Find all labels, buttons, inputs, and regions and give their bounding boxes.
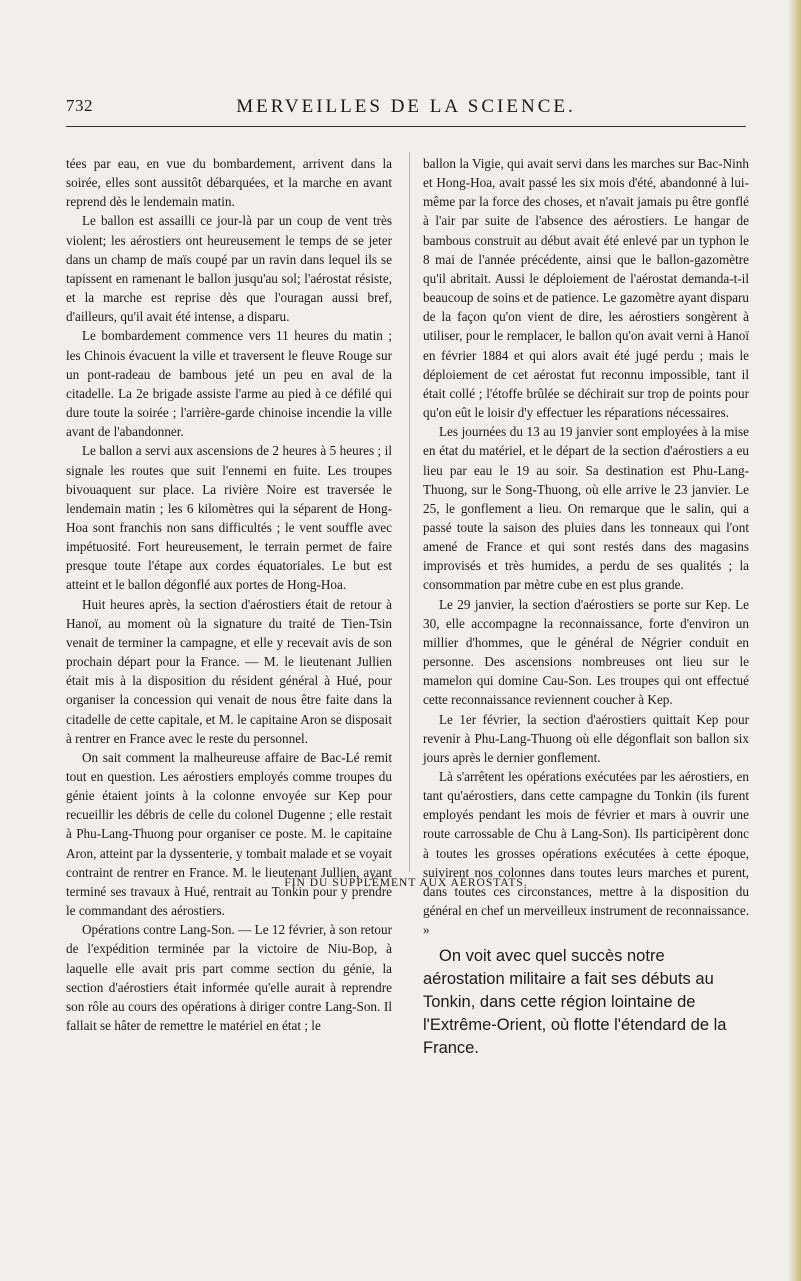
paragraph: Opérations contre Lang-Son. — Le 12 février, à son retour de l'expédition terminée par la victoire de Niu-Bop, à laquelle elle avait pris part comme section du génie, la section d'aérostiers était informée qu'elle aurait à reprendre son rôle au cours des opérations à diriger contre Lang-Son. Il fallait se hâter de remettre le matériel en état ; le bbox=[66, 922, 392, 1034]
paragraph: Le 1er février, la section d'aérostiers quittait Kep pour revenir à Phu-Lang-Thuong où elle dégonflait son ballon six jours après le dernier gonflement. bbox=[423, 711, 749, 765]
paragraph: Le bombardement commence vers 11 heures du matin ; les Chinois évacuent la ville et traversent le fleuve Rouge sur un pont-radeau de bambous jeté un peu en aval de la citadelle. La 2e brigade assiste l'arme au pied à ce défilé qui dure toute la soirée ; l'arrière-garde chinoise incendie la ville avant de l'abandonner. bbox=[66, 328, 392, 440]
page-number: 732 bbox=[66, 96, 93, 115]
column-divider bbox=[409, 152, 410, 872]
running-title: MERVEILLES DE LA SCIENCE. bbox=[236, 96, 576, 117]
right-column bbox=[423, 154, 749, 1060]
paragraph: On sait comment la malheureuse affaire de Bac-Lé remit tout en question. Les aérostiers employés comme troupes du génie étaient joints à la colonne envoyée sur Kep pour recueillir les débris de celle du colonel Dugenne ; elle restait à Phu-Lang-Thuong pour organiser ce poste. M. le capitaine Aron, atteint par la dyssenterie, y tombait malade et se voyait contraint de rentrer en France. M. le lieutenant Jullien, ayant terminé ses travaux à Hué, rentrait au Tonkin pour y prendre le commandant des aérostiers. bbox=[66, 749, 392, 919]
page-footer: FIN DU SUPPLÉMENT AUX AÉROSTATS. bbox=[284, 877, 528, 889]
paragraph: ballon la Vigie, qui avait servi dans les marches sur Bac-Ninh et Hong-Hoa, avait passé les six mois d'été, abandonné à lui-même par la force des choses, et n'avait jamais pu être gonflé à l'air par suite de l'absence des aérostiers. Le hangar de bambous construit au début avait été enlevé par un typhon le 8 mai de l'année précédente, ainsi que le ballon-gazomètre qu'il abritait. Aussi le déploiement de l'aérostat demanda-t-il beaucoup de soins et de patience. Le gazomètre ayant disparu de la façon qu'on vient de dire, les aérostiers songèrent à utiliser, pour le remplacer, le ballon qu'on avait verni à Hanoï en février 1884 et qui alors avait été jugé perdu ; mais le déploiement de cet aérostat fut reconnu impossible, tant il était collé ; l'étoffe brûlée se déchirait sur trop de points pour qu'on eût le loisir d'y effectuer les réparations nécessaires. bbox=[423, 156, 749, 421]
paragraph: Le 29 janvier, la section d'aérostiers se porte sur Kep. Le 30, elle accompagne la reconnaissance, forte d'environ un millier d'hommes, que le général de Négrier conduit en personne. Des ascensions nombreuses ont lieu sur le mamelon qui domine Cau-Son. Les troupes qui ont effectué cette reconnaissance reviennent coucher à Kep. bbox=[423, 596, 749, 708]
paragraph: tées par eau, en vue du bombardement, arrivent dans la soirée, elles sont aussitôt débarquées, et la marche en avant reprend dès le lendemain matin. bbox=[66, 156, 392, 210]
header-rule bbox=[66, 126, 746, 127]
paragraph: Le ballon est assailli ce jour-là par un coup de vent très violent; les aérostiers ont heureusement le temps de se jeter dans un champ de maïs coupé par un ravin dans lequel ils se tapissent en ramenant le ballon jusqu'au sol; l'aérostat résiste, et la marche est reprise dès que l'ouragan aussi bref, d'ailleurs, qu'il avait été intense, a disparu. bbox=[66, 213, 392, 325]
left-column bbox=[66, 154, 392, 1035]
closing-paragraph: On voit avec quel succès notre aérostation militaire a fait ses débuts au Tonkin, dans cette région lointaine de l'Extrême-Orient, où flotte l'étendard de la France. bbox=[423, 947, 727, 1058]
paragraph: Les journées du 13 au 19 janvier sont employées à la mise en état du matériel, et le départ de la section d'aérostiers a eu lieu par eau le 19 au soir. Sa destination est Phu-Lang-Thuong, sur le Song-Thuong, où elle arrive le 23 janvier. Le 25, le gonflement a lieu. On remarque que le salin, qui a passé toute la saison des pluies dans les tonneaux qui l'ont amené de France et qui sont restés dans des magasins improvisés et très humides, a perdu de ses qualités ; la consommation par mètre cube en est plus grande. bbox=[423, 424, 749, 593]
paragraph: Le ballon a servi aux ascensions de 2 heures à 5 heures ; il signale les routes que suit l'ennemi en fuite. Les troupes bivouaquent sur place. La rivière Noire est traversée le lendemain matin ; les 6 kilomètres qui la séparent de Hong-Hoa sont franchis non sans difficultés ; le vent souffle avec impétuosité. Fort heureusement, le terrain permet de faire presque toute l'étape aux cordes équatoriales. Le but est atteint et le ballon dégonflé aux portes de Hong-Hoa. bbox=[66, 443, 392, 593]
page-header bbox=[66, 96, 746, 122]
paragraph: Là s'arrêtent les opérations exécutées par les aérostiers, en tant qu'aérostiers, dans cette campagne du Tonkin (ils furent employés pendant les mois de février et mars à ouvrir une route carrossable de Chu à Lang-Son). Ils participèrent donc à toutes les grosses opérations exécutées à cette époque, suivirent nos colonnes dans toutes leurs marches et purent, dans toutes ces circonstances, mettre à la disposition du général en chef un merveilleux instrument de reconnaissance. » bbox=[423, 769, 749, 938]
page-edge-shadow bbox=[787, 0, 801, 1281]
paragraph: Huit heures après, la section d'aérostiers était de retour à Hanoï, au moment où la signature du traité de Tien-Tsin venait de terminer la campagne, et elle y recevait avis de son prochain départ pour la France. — M. le lieutenant Jullien était mis à la disposition du résident général à Hué, pour organiser la concession qui venait de nous être faite dans la citadelle de cette capitale, et M. le capitaine Aron se disposait à rentrer en France avec le reste du personnel. bbox=[66, 596, 392, 746]
